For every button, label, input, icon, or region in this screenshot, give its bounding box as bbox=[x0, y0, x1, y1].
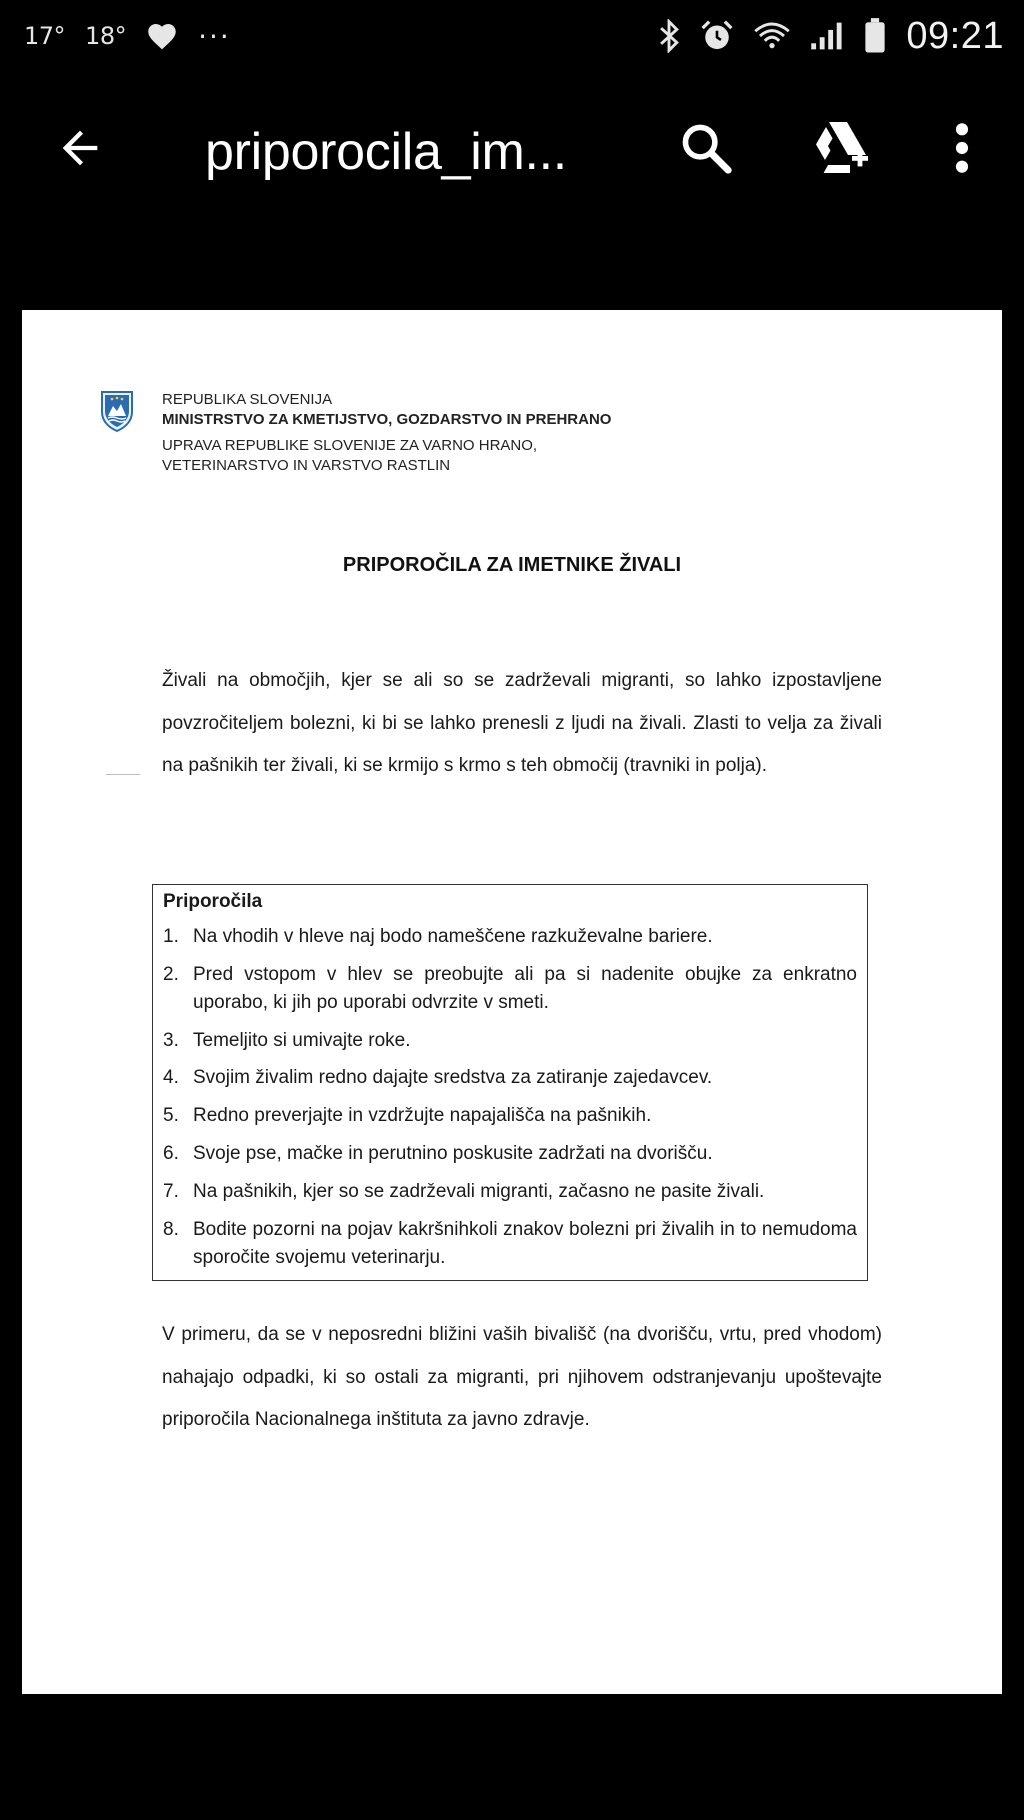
search-icon bbox=[678, 120, 734, 176]
status-bar-right bbox=[658, 15, 1004, 58]
bluetooth-icon bbox=[658, 19, 680, 53]
document-title: priporocila_im... bbox=[205, 123, 567, 181]
add-to-drive-button[interactable] bbox=[808, 118, 872, 178]
list-item bbox=[163, 923, 857, 951]
list-item-number: 7. bbox=[163, 1180, 179, 1202]
list-item bbox=[163, 1064, 857, 1092]
list-item-number: 3. bbox=[163, 1029, 179, 1051]
list-item-text: Svoje pse, mačke in perutnino poskusite zadržati na dvorišču. bbox=[193, 1142, 713, 1164]
temperature-1: 17° bbox=[24, 22, 66, 50]
status-bar bbox=[0, 0, 1024, 72]
list-item-number: 8. bbox=[163, 1218, 179, 1240]
app-bar bbox=[0, 80, 1024, 220]
list-item-text: Redno preverjajte in vzdržujte napajališča na pašnikih. bbox=[193, 1105, 652, 1127]
list-item bbox=[163, 1216, 857, 1272]
list-item bbox=[163, 961, 857, 1017]
list-item-text: Svojim živalim redno dajajte sredstva za zatiranje zajedavcev. bbox=[193, 1067, 713, 1089]
pdf-page[interactable] bbox=[22, 310, 1002, 1694]
document-heading: PRIPOROČILA ZA IMETNIKE ŽIVALI bbox=[342, 554, 682, 576]
heart-icon bbox=[146, 21, 178, 51]
wifi-icon bbox=[754, 21, 790, 51]
list-item bbox=[163, 1178, 857, 1206]
clock-time: 09:21 bbox=[906, 14, 1004, 57]
list-item bbox=[163, 1102, 857, 1130]
list-item-text: Na vhodih v hleve naj bodo nameščene razkuževalne bariere. bbox=[193, 926, 713, 947]
list-item-text: Bodite pozorni na pojav kakršnihkoli znakov bolezni pri živalih in to nemudoma sporočite svojemu veterinarju. bbox=[193, 1218, 857, 1268]
drive-add-icon bbox=[808, 118, 872, 178]
list-item-text: Na pašnikih, kjer so se zadrževali migranti, začasno ne pasite živali. bbox=[193, 1180, 765, 1202]
alarm-icon bbox=[700, 19, 734, 53]
status-bar-left bbox=[24, 20, 231, 53]
more-options-button[interactable] bbox=[946, 120, 978, 176]
margin-mark bbox=[106, 774, 140, 775]
list-item bbox=[163, 1140, 857, 1168]
signal-icon bbox=[810, 21, 844, 51]
list-item bbox=[163, 1027, 857, 1055]
list-item-number: 4. bbox=[163, 1067, 179, 1089]
list-item-text: Pred vstopom v hlev se preobujte ali pa si nadenite obujke za enkratno uporabo, ki jih po uporabi odvrzite v smeti. bbox=[193, 963, 857, 1013]
search-button[interactable] bbox=[678, 120, 734, 176]
closing-paragraph: V primeru, da se v neposredni bližini vaših bivališč (na dvorišču, vrtu, pred vhodom) nahajajo odpadki, ki so ostali za migranti, pri njihovem odstranjevanju upoštevajte priporočila Nacionalnega inštituta za javno zdravje. bbox=[162, 1324, 882, 1430]
list-item-text: Temeljito si umivajte roke. bbox=[193, 1029, 411, 1051]
battery-icon bbox=[864, 18, 886, 54]
letterhead-text bbox=[162, 390, 611, 476]
recommendations-box bbox=[152, 884, 868, 1281]
letterhead-line-1: REPUBLIKA SLOVENIJA bbox=[162, 391, 333, 408]
arrow-left-icon bbox=[54, 122, 106, 174]
list-item-number: 1. bbox=[163, 926, 179, 947]
temperature-2: 18° bbox=[85, 22, 127, 50]
letterhead-line-3: UPRAVA REPUBLIKE SLOVENIJE ZA VARNO HRANO, bbox=[162, 437, 538, 454]
letterhead-line-4: VETERINARSTVO IN VARSTVO RASTLIN bbox=[162, 457, 451, 474]
list-item-number: 6. bbox=[163, 1142, 179, 1164]
more-notifications-icon: ··· bbox=[198, 19, 231, 53]
intro-paragraph: Živali na območjih, kjer se ali so se zadrževali migranti, so lahko izpostavljene povzročiteljem bolezni, ki bi se lahko prenesli z ljudi na živali. Zlasti to velja za živali na pašnikih ter živali, ki se krmijo s krmo s teh območij (travniki in polja). bbox=[162, 670, 882, 776]
more-vert-icon bbox=[946, 120, 978, 176]
list-item-number: 5. bbox=[163, 1105, 179, 1127]
recommendations-title: Priporočila bbox=[163, 891, 263, 912]
letterhead-line-2: MINISTRSTVO ZA KMETIJSTVO, GOZDARSTVO IN PREHRANO bbox=[162, 411, 612, 428]
slovenia-crest-icon bbox=[100, 390, 134, 432]
list-item-number: 2. bbox=[163, 963, 179, 985]
recommendations-list bbox=[163, 923, 857, 1272]
back-button[interactable] bbox=[52, 120, 108, 176]
